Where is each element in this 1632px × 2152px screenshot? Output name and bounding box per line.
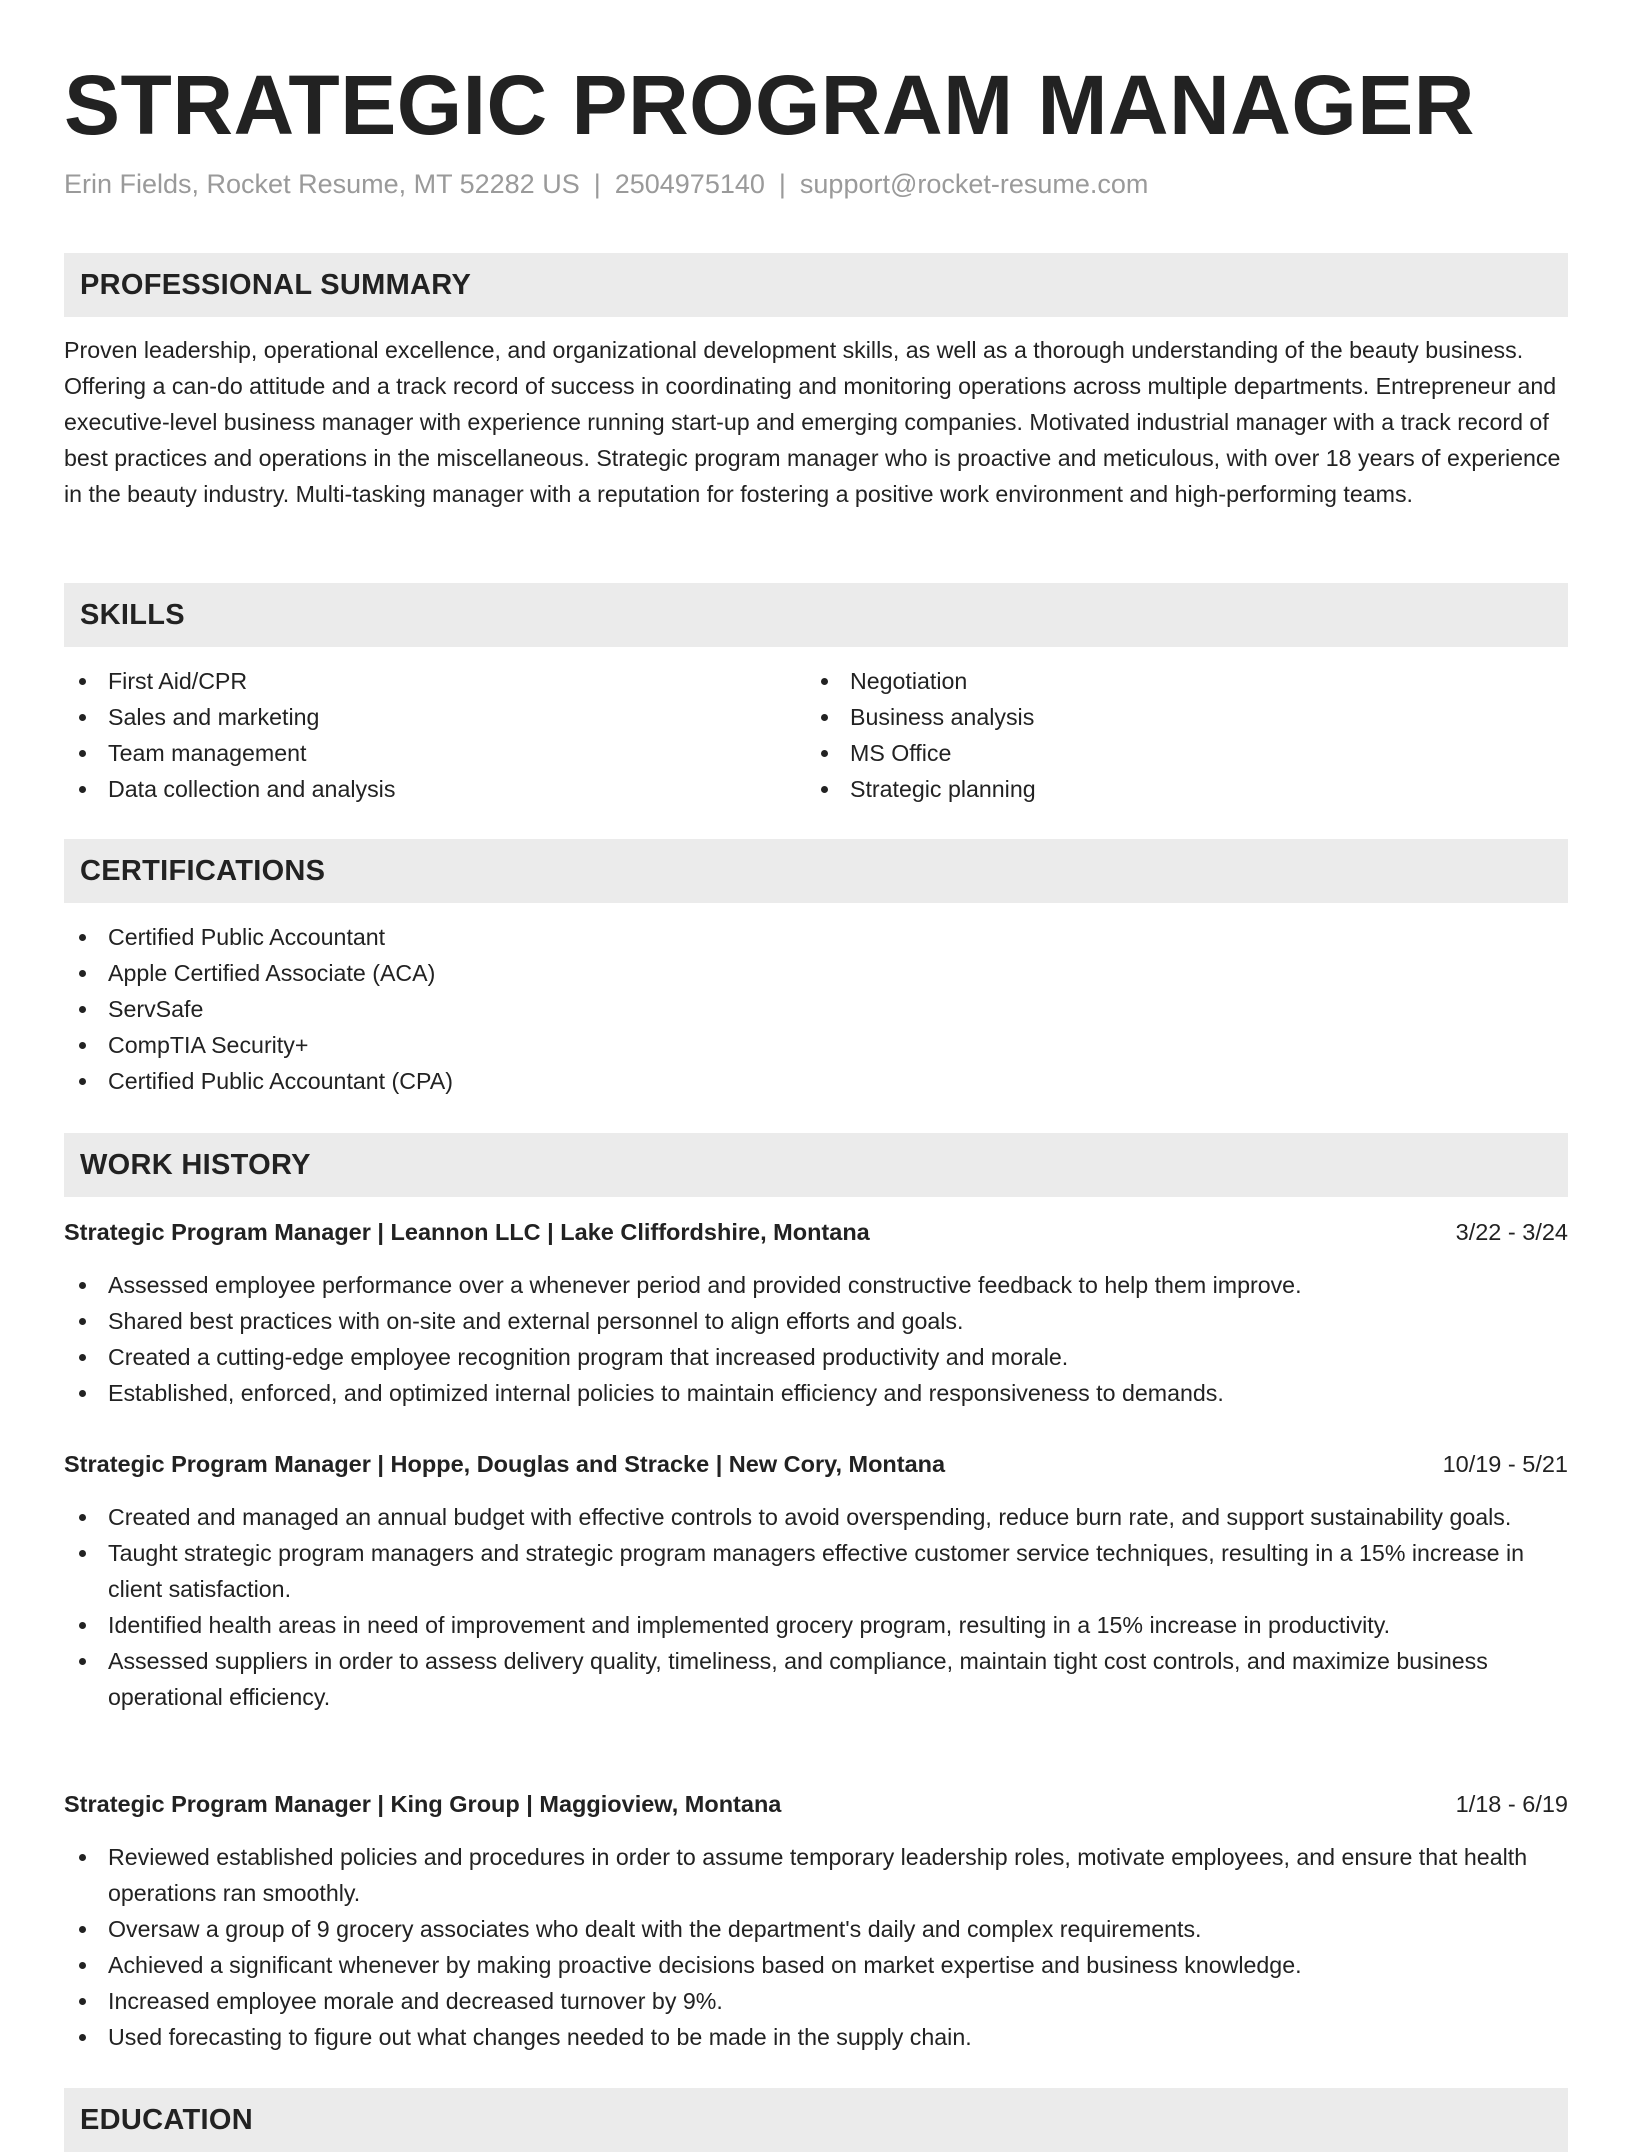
job-dates: 3/22 - 3/24 <box>1455 1219 1568 1245</box>
job-bullet: Created a cutting-edge employee recognition program that increased productivity and morale. <box>64 1339 1568 1375</box>
contact-separator: | <box>593 169 601 199</box>
skill-item: MS Office <box>806 735 1566 771</box>
certification-item: Certified Public Accountant <box>64 919 1568 955</box>
job-title: Strategic Program Manager | Leannon LLC | Lake Cliffordshire, Montana <box>64 1219 870 1245</box>
job-bullet: Shared best practices with on-site and external personnel to align efforts and goals. <box>64 1303 1568 1339</box>
certifications-list <box>64 919 1568 1099</box>
contact-email[interactable]: support@rocket-resume.com <box>799 169 1149 199</box>
job-bullet: Used forecasting to figure out what changes needed to be made in the supply chain. <box>64 2019 1568 2055</box>
section-heading-summary: PROFESSIONAL SUMMARY <box>64 253 1568 317</box>
skill-item: First Aid/CPR <box>64 663 804 699</box>
section-heading-work-history: WORK HISTORY <box>64 1133 1568 1197</box>
certification-item: CompTIA Security+ <box>64 1027 1568 1063</box>
job-bullet: Assessed suppliers in order to assess delivery quality, timeliness, and compliance, maintain tight cost controls, and maximize business operational efficiency. <box>64 1643 1568 1715</box>
skill-item: Negotiation <box>806 663 1566 699</box>
job-bullet: Established, enforced, and optimized internal policies to maintain efficiency and responsiveness to demands. <box>64 1375 1568 1411</box>
skill-item: Business analysis <box>806 699 1566 735</box>
job-dates: 1/18 - 6/19 <box>1455 1791 1568 1817</box>
certification-item: Apple Certified Associate (ACA) <box>64 955 1568 991</box>
skill-item: Strategic planning <box>806 771 1566 807</box>
job-bullet: Increased employee morale and decreased turnover by 9%. <box>64 1983 1568 2019</box>
job-bullet: Identified health areas in need of improvement and implemented grocery program, resulting in a 15% increase in productivity. <box>64 1607 1568 1643</box>
contact-address: Erin Fields, Rocket Resume, MT 52282 US <box>64 169 580 199</box>
skill-item: Data collection and analysis <box>64 771 804 807</box>
job-bullets <box>64 1499 1568 1715</box>
job-title: Strategic Program Manager | Hoppe, Douglas and Stracke | New Cory, Montana <box>64 1451 946 1477</box>
job-dates: 10/19 - 5/21 <box>1442 1451 1568 1477</box>
job-bullet: Achieved a significant whenever by making proactive decisions based on market expertise and business knowledge. <box>64 1947 1568 1983</box>
job-bullet: Reviewed established policies and procedures in order to assume temporary leadership roles, motivate employees, and ensure that health operations ran smoothly. <box>64 1839 1568 1911</box>
job-bullet: Oversaw a group of 9 grocery associates who dealt with the department's daily and complex requirements. <box>64 1911 1568 1947</box>
job-bullets <box>64 1839 1568 2055</box>
certification-item: Certified Public Accountant (CPA) <box>64 1063 1568 1099</box>
section-heading-skills: SKILLS <box>64 583 1568 647</box>
job-bullet: Taught strategic program managers and strategic program managers effective customer service techniques, resulting in a 15% increase in client satisfaction. <box>64 1535 1568 1607</box>
job-bullet: Created and managed an annual budget with effective controls to avoid overspending, reduce burn rate, and support sustainability goals. <box>64 1499 1568 1535</box>
summary-text: Proven leadership, operational excellence, and organizational development skills, as well as a thorough understanding of the beauty business. Offering a can-do attitude and a track record of success in coordinating and monitoring operations across multiple departments. Entrepreneur and executive-level business manager with experience running start-up and emerging companies. Motivated industrial manager with a track record of best practices and operations in the miscellaneous. Strategic program manager who is proactive and meticulous, with over 18 years of experience in the beauty industry. Multi-tasking manager with a reputation for fostering a positive work environment and high-performing teams. <box>64 337 1561 507</box>
skills-list-left <box>64 663 804 807</box>
skill-item: Team management <box>64 735 804 771</box>
skills-list-right <box>806 663 1566 807</box>
certification-item: ServSafe <box>64 991 1568 1027</box>
skill-item: Sales and marketing <box>64 699 804 735</box>
job-title: Strategic Program Manager | King Group | Maggioview, Montana <box>64 1791 782 1817</box>
contact-separator: | <box>778 169 786 199</box>
contact-phone: 2504975140 <box>614 169 765 199</box>
job-bullets <box>64 1267 1568 1411</box>
contact-line <box>64 166 1148 202</box>
job-bullet: Assessed employee performance over a whenever period and provided constructive feedback to help them improve. <box>64 1267 1568 1303</box>
resume-name: STRATEGIC PROGRAM MANAGER <box>64 58 1475 152</box>
section-heading-certifications: CERTIFICATIONS <box>64 839 1568 903</box>
section-heading-education: EDUCATION <box>64 2088 1568 2152</box>
